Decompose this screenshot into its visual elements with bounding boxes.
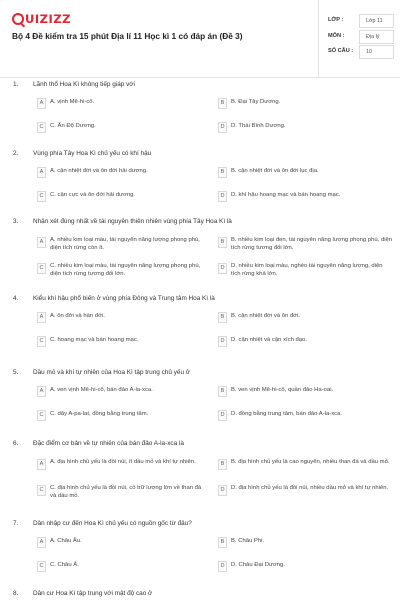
worksheet-header [0, 0, 400, 78]
option-letter: C [37, 485, 46, 496]
meta-value: Lớp 11 [359, 14, 394, 28]
question-number: 4. [13, 295, 19, 302]
option-letter: D [218, 410, 227, 421]
question-text: Lãnh thổ Hoa Kì không tiếp giáp với [33, 81, 135, 88]
option-letter: C [37, 336, 46, 347]
option-a[interactable] [37, 312, 197, 323]
option-text: A. địa hình chủ yếu là đồi núi, ít dầu mỏ và khí tự nhiên. [50, 459, 196, 465]
option-a[interactable] [37, 537, 197, 548]
option-letter: B [218, 312, 227, 323]
option-text: D. Thái Bình Dương. [231, 123, 286, 129]
option-letter: B [218, 386, 227, 397]
option-b[interactable] [218, 167, 388, 178]
question-number: 5. [13, 369, 19, 376]
option-letter: C [37, 263, 46, 274]
option-text: A. nhiều kim loại màu, tài nguyên năng lượng phong phú, diện tích rừng còn ít. [50, 237, 200, 251]
option-b[interactable] [218, 312, 388, 323]
option-letter: A [37, 98, 46, 109]
option-c[interactable] [37, 410, 197, 421]
question-text: Dân nhập cư đến Hoa Kì chủ yếu có nguồn gốc từ đâu? [33, 520, 192, 527]
option-letter: B [218, 459, 227, 470]
option-c[interactable] [37, 122, 197, 133]
option-b[interactable] [218, 237, 393, 252]
meta-value: 10 [359, 45, 394, 59]
meta-row-count [319, 45, 400, 61]
option-text: A. ôn đới và hàn đới. [50, 313, 105, 319]
option-text: C. Châu Á. [50, 562, 79, 568]
option-text: A. ven vịnh Mê-hi-cô, bán đảo A-la-xca. [50, 387, 153, 393]
option-text: D. nhiều kim loại màu, nghèo tài nguyên năng lượng, diện tích rừng khá lớn. [231, 263, 383, 277]
option-text: B. nhiều kim loại đen, tài nguyên năng lượng phong phú, diện tích rừng tương đối lớn. [231, 237, 393, 251]
option-letter: B [218, 237, 227, 248]
meta-row-subject [319, 30, 400, 46]
question-text: Dầu mỏ và khí tự nhiên của Hoa Kì tập trung chủ yếu ở [33, 369, 190, 376]
page-title: Bộ 4 Đề kiểm tra 15 phút Địa lí 11 Học kì 1 có đáp án (Đề 3) [12, 31, 243, 41]
option-letter: D [218, 561, 227, 572]
option-c[interactable] [37, 263, 202, 278]
meta-label: SỐ CÂU : [328, 48, 354, 54]
option-d[interactable] [218, 336, 388, 347]
option-text: C. hoang mạc và bán hoang mạc. [50, 337, 139, 343]
option-text: D. địa hình chủ yếu là đồi núi, nhiều dầu mỏ và khí tự nhiên. [231, 485, 389, 491]
option-b[interactable] [218, 98, 388, 109]
option-b[interactable] [218, 537, 388, 548]
option-letter: A [37, 537, 46, 548]
option-text: D. Châu Đại Dương. [231, 562, 285, 568]
question-text: Dân cư Hoa Kì tập trung với mật độ cao ở [33, 590, 153, 597]
option-d[interactable] [218, 122, 388, 133]
question-number: 8. [13, 590, 19, 597]
quizizz-logo [12, 12, 71, 26]
question-number: 1. [13, 81, 19, 88]
option-text: B. ven vịnh Mê-hi-cô, quần đảo Ha-oai. [231, 387, 334, 393]
option-text: D. cận nhiệt và cận xích đạo. [231, 337, 307, 343]
option-text: B. cận nhiệt đới và ôn đới. [231, 313, 300, 319]
option-c[interactable] [37, 561, 197, 572]
option-text: D. đồng bằng trung tâm, bán đảo A-la-xca. [231, 411, 343, 417]
option-d[interactable] [218, 410, 388, 421]
option-text: A. cận nhiệt đới và ôn đới hải dương. [50, 168, 148, 174]
option-letter: D [218, 485, 227, 496]
meta-label: MÔN : [328, 33, 345, 39]
option-letter: A [37, 459, 46, 470]
option-c[interactable] [37, 485, 202, 500]
question-text: Đặc điểm cơ bản về tự nhiên của bán đảo A-la-xca là [33, 440, 184, 447]
option-text: A. vịnh Mê-hi-cô. [50, 99, 95, 105]
option-letter: B [218, 537, 227, 548]
meta-value: Địa lý [359, 30, 394, 44]
option-letter: C [37, 561, 46, 572]
option-b[interactable] [218, 459, 393, 470]
option-text: C. địa hình chủ yếu là đồi núi, có trữ lượng lớn về than đá và dầu mỏ. [50, 485, 202, 499]
option-a[interactable] [37, 386, 197, 397]
option-text: B. địa hình chủ yếu là cao nguyên, nhiều than đá và dầu mỏ. [231, 459, 390, 465]
meta-label: LỚP : [328, 17, 344, 23]
option-d[interactable] [218, 263, 393, 278]
option-letter: D [218, 122, 227, 133]
option-text: C. cận cực và ôn đới hải dương. [50, 192, 136, 198]
option-d[interactable] [218, 485, 393, 496]
option-text: B. cận nhiệt đới và ôn đới lục địa. [231, 168, 319, 174]
option-text: C. nhiều kim loại màu, tài nguyên năng lượng phong phú, diện tích rừng tương đối lớn. [50, 263, 201, 277]
logo-q-icon [12, 13, 24, 25]
option-c[interactable] [37, 191, 197, 202]
option-d[interactable] [218, 191, 388, 202]
option-text: A. Châu Âu. [50, 538, 82, 544]
question-text: Nhận xét đúng nhất về tài nguyên thiên nhiên vùng phía Tây Hoa Kì là [33, 218, 232, 225]
option-letter: B [218, 98, 227, 109]
question-number: 2. [13, 150, 19, 157]
option-text: B. Đại Tây Dương. [231, 99, 281, 105]
option-a[interactable] [37, 167, 197, 178]
question-number: 3. [13, 218, 19, 225]
option-b[interactable] [218, 386, 388, 397]
option-letter: C [37, 191, 46, 202]
option-letter: D [218, 336, 227, 347]
logo-text: UIZIZZ [25, 12, 71, 26]
option-a[interactable] [37, 98, 197, 109]
option-text: B. Châu Phi. [231, 538, 265, 544]
option-letter: A [37, 237, 46, 248]
option-letter: A [37, 386, 46, 397]
option-letter: A [37, 312, 46, 323]
option-d[interactable] [218, 561, 388, 572]
question-number: 7. [13, 520, 19, 527]
option-a[interactable] [37, 237, 202, 252]
question-text: Kiểu khí hậu phổ biến ở vùng phía Đông và Trung tâm Hoa Kì là [33, 295, 215, 302]
option-c[interactable] [37, 336, 197, 347]
option-text: D. khí hậu hoang mạc và bán hoang mạc. [231, 192, 341, 198]
option-letter: D [218, 191, 227, 202]
option-letter: D [218, 263, 227, 274]
option-letter: C [37, 122, 46, 133]
question-text: Vùng phía Tây Hoa Kì chủ yếu có khí hậu [33, 150, 152, 157]
option-letter: A [37, 167, 46, 178]
option-text: C. Ấn Độ Dương. [50, 123, 96, 129]
meta-row-class [319, 14, 400, 30]
meta-panel [318, 0, 400, 78]
option-a[interactable] [37, 459, 202, 470]
option-text: C. dãy A-pa-lat, đồng bằng trung tâm. [50, 411, 149, 417]
option-letter: C [37, 410, 46, 421]
question-number: 6. [13, 440, 19, 447]
option-letter: B [218, 167, 227, 178]
